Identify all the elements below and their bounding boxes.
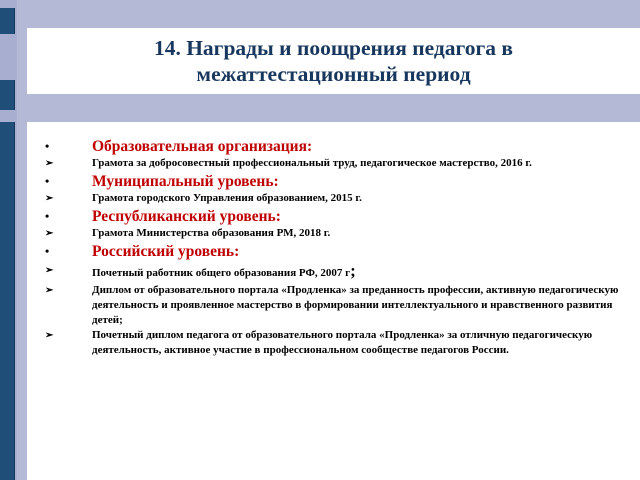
- list-item: [45, 207, 630, 226]
- list-item: [45, 172, 630, 191]
- arrow-bullet-icon: ➢: [45, 193, 54, 204]
- section-heading: Муниципальный уровень:: [92, 173, 279, 190]
- content-panel: [27, 122, 640, 480]
- list-item: [45, 226, 630, 241]
- bullet-list: [45, 136, 630, 358]
- award-text: Диплом от образовательного портала «Продленка» за преданность профессии, активную педагогическую деятельность и проявленное мастерство в формировании интеллектуального и нравственного развития детей;: [92, 284, 619, 326]
- award-text-suffix: ;: [350, 261, 356, 280]
- list-item: [45, 156, 630, 171]
- bullet-dot-icon: •: [45, 209, 50, 223]
- arrow-bullet-icon: ➢: [45, 158, 54, 169]
- award-text: Грамота Министерства образования РМ, 2018 г.: [92, 227, 331, 239]
- title-panel: [27, 28, 640, 94]
- left-accent-tab: [0, 8, 15, 34]
- award-text: Грамота за добросовестный профессиональный труд, педагогическое мастерство, 2016 г.: [92, 157, 532, 169]
- award-text: Почетный диплом педагога от образовательного портала «Продленка» за отличную педагогическую деятельность, активное участие в профессиональном сообществе педагогов России.: [92, 329, 593, 356]
- list-item: [45, 283, 630, 328]
- list-item: [45, 261, 630, 283]
- section-heading: Российский уровень:: [92, 243, 240, 260]
- bullet-dot-icon: •: [45, 244, 50, 258]
- bullet-dot-icon: •: [45, 174, 50, 188]
- section-heading: Образовательная организация:: [92, 138, 313, 155]
- list-item: [45, 242, 630, 261]
- list-item: [45, 137, 630, 156]
- award-text: Грамота городского Управления образованием, 2015 г.: [92, 192, 362, 204]
- slide-title: 14. Награды и поощрения педагога в межаттестационный период: [153, 36, 514, 86]
- arrow-bullet-icon: ➢: [45, 228, 54, 239]
- arrow-bullet-icon: ➢: [45, 265, 54, 276]
- section-heading: Республиканский уровень:: [92, 208, 281, 225]
- arrow-bullet-icon: ➢: [45, 285, 54, 296]
- bullet-dot-icon: •: [45, 139, 50, 153]
- award-text: Почетный работник общего образования РФ, 2007 г: [92, 267, 351, 279]
- list-item: [45, 328, 630, 358]
- arrow-bullet-icon: ➢: [45, 330, 54, 341]
- list-item: [45, 191, 630, 206]
- left-accent-tab: [0, 80, 15, 110]
- left-accent-tab: [0, 122, 15, 480]
